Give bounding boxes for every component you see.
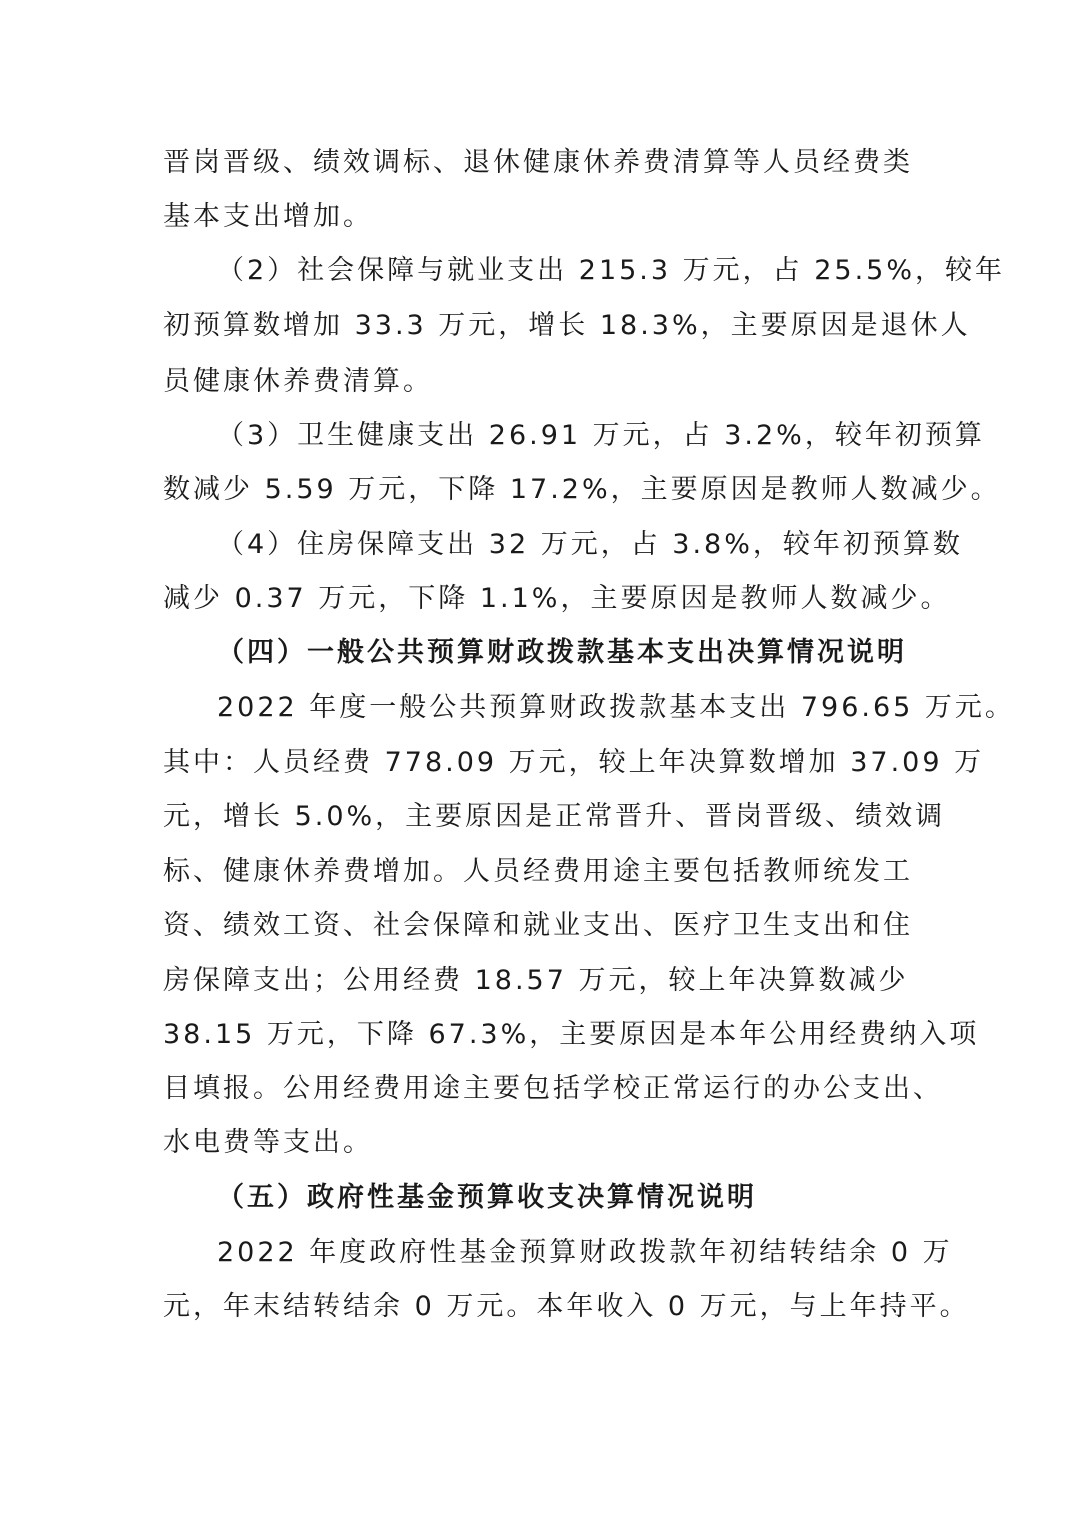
paragraph-line: 38.15 万元，下降 67.3%，主要原因是本年公用经费纳入项 [163,1019,980,1050]
section-heading: （四）一般公共预算财政拨款基本支出决算情况说明 [217,637,907,668]
paragraph-line: 水电费等支出。 [163,1127,373,1158]
paragraph-line: （4）住房保障支出 32 万元，占 3.8%，较年初预算数 [217,529,963,560]
paragraph-line: 标、健康休养费增加。人员经费用途主要包括教师统发工 [163,856,913,887]
paragraph-line: 资、绩效工资、社会保障和就业支出、医疗卫生支出和住 [163,910,913,941]
paragraph-line: （3）卫生健康支出 26.91 万元，占 3.2%，较年初预算 [217,420,985,451]
paragraph-line: 2022 年度政府性基金预算财政拨款年初结转结余 0 万 [217,1237,953,1268]
paragraph-line: 房保障支出；公用经费 18.57 万元，较上年决算数减少 [163,965,909,996]
paragraph-line: 元，增长 5.0%，主要原因是正常晋升、晋岗晋级、绩效调 [163,801,946,832]
paragraph-line: 数减少 5.59 万元，下降 17.2%，主要原因是教师人数减少。 [163,474,1001,505]
paragraph-line: 其中：人员经费 778.09 万元，较上年决算数增加 37.09 万 [163,747,985,778]
paragraph-line: 初预算数增加 33.3 万元，增长 18.3%，主要原因是退休人 [163,310,971,341]
paragraph-line: （2）社会保障与就业支出 215.3 万元，占 25.5%，较年 [217,255,1005,286]
paragraph-line: 元，年末结转结余 0 万元。本年收入 0 万元，与上年持平。 [163,1291,970,1322]
section-heading: （五）政府性基金预算收支决算情况说明 [217,1182,757,1213]
paragraph-line: 目填报。公用经费用途主要包括学校正常运行的办公支出、 [163,1073,943,1104]
paragraph-line: 员健康休养费清算。 [163,366,433,397]
paragraph-line: 晋岗晋级、绩效调标、退休健康休养费清算等人员经费类 [163,147,913,178]
paragraph-line: 基本支出增加。 [163,201,373,232]
paragraph-line: 减少 0.37 万元，下降 1.1%，主要原因是教师人数减少。 [163,583,951,614]
paragraph-line: 2022 年度一般公共预算财政拨款基本支出 796.65 万元。 [217,692,1015,723]
